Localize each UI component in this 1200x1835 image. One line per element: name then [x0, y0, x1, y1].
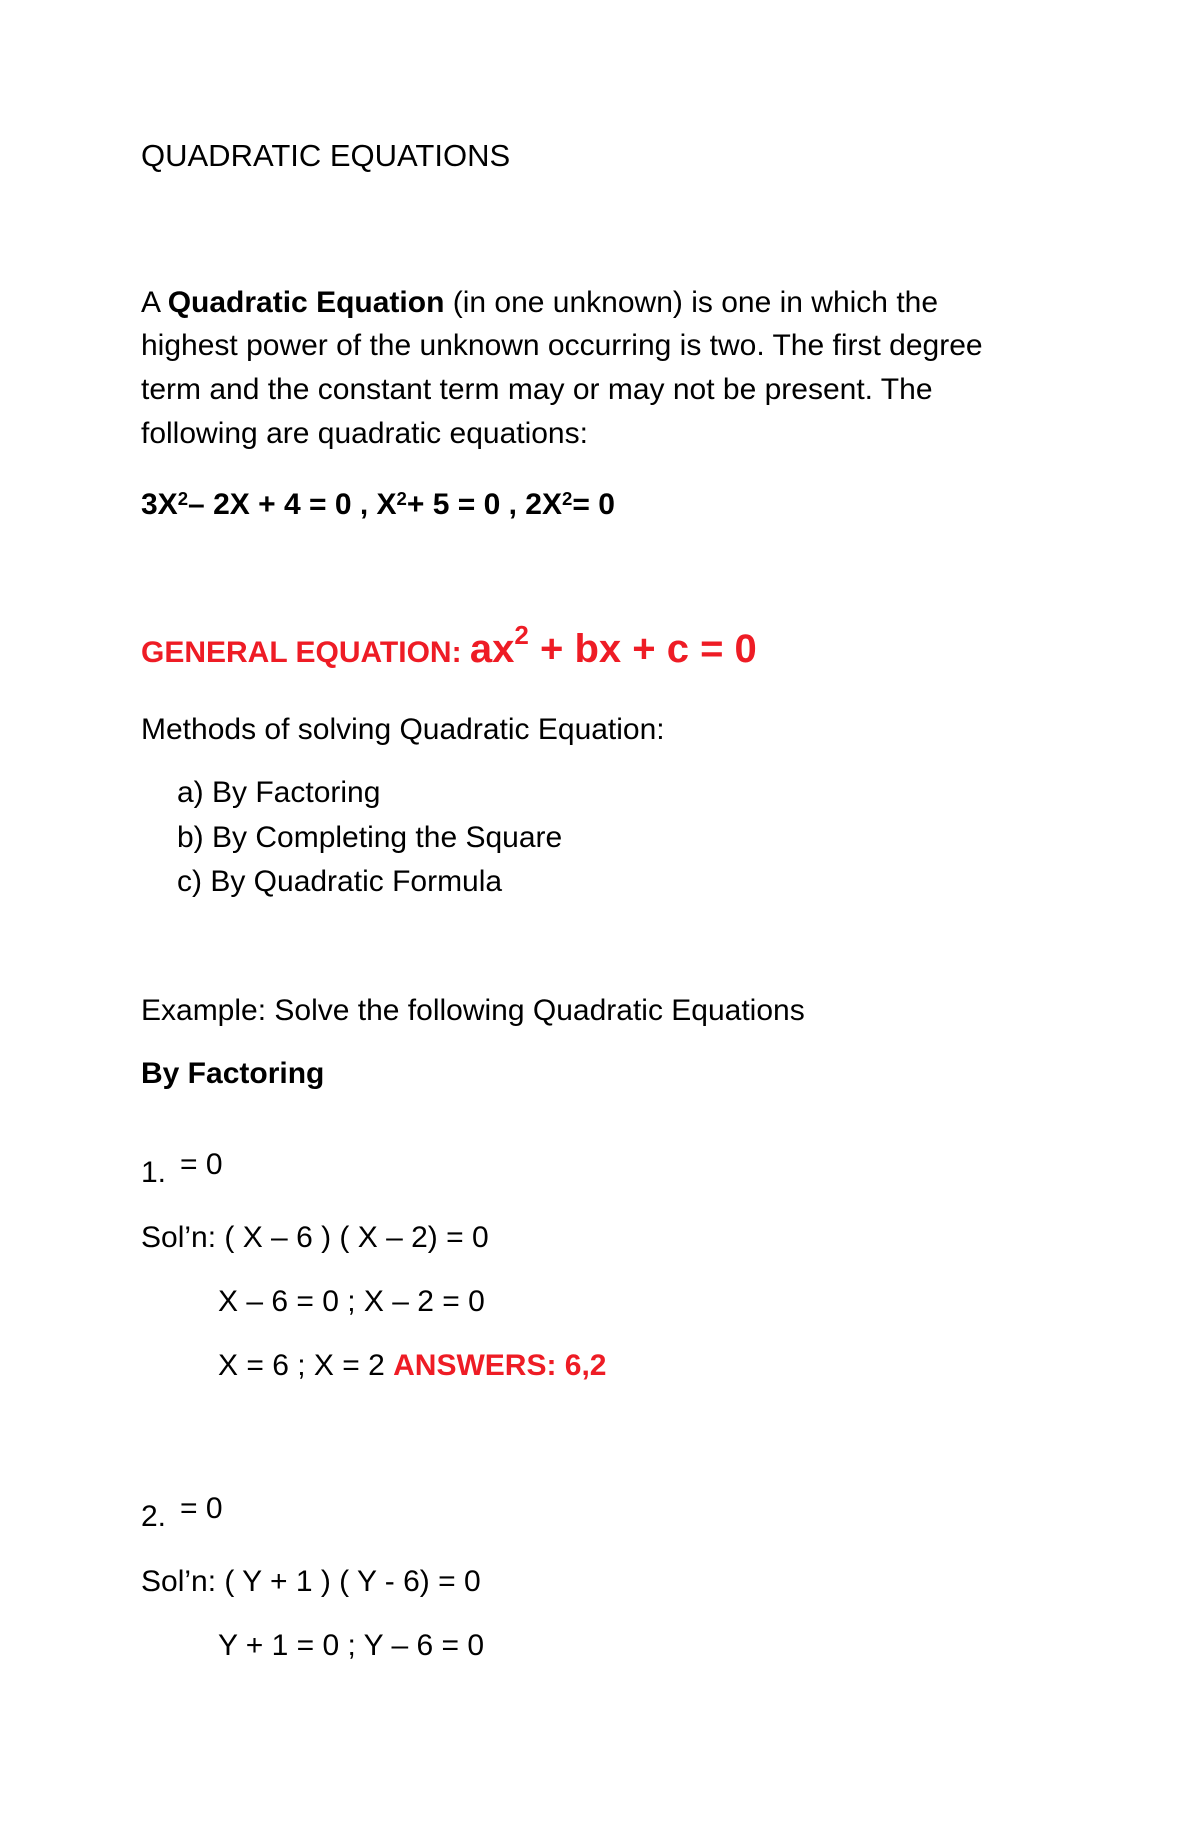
general-equation [141, 620, 757, 676]
problem-1-step-1: X – 6 = 0 ; X – 2 = 0 [218, 1285, 485, 1318]
page-title: QUADRATIC EQUATIONS [141, 138, 511, 173]
methods-heading: Methods of solving Quadratic Equation: [141, 713, 665, 746]
problem-1-answer: ANSWERS: 6,2 [393, 1349, 607, 1382]
method-item-c: c) By Quadratic Formula [177, 865, 503, 898]
problem-2-solution: Sol’n: ( Y + 1 ) ( Y - 6) = 0 [141, 1565, 481, 1598]
method-item-a: a) By Factoring [177, 776, 381, 809]
problem-2-equation: = 0 [180, 1492, 223, 1525]
general-equation-b: + bx + c = 0 [528, 627, 757, 671]
example-heading: Example: Solve the following Quadratic Equations [141, 994, 805, 1027]
intro-line-3: term and the constant term may or may not be present. The [141, 373, 933, 406]
eq-sup-3: 2 [562, 488, 573, 509]
factoring-heading: By Factoring [141, 1057, 325, 1090]
eq-part-1: 3X [141, 488, 178, 521]
example-equations [141, 487, 615, 523]
intro-lead: A [141, 286, 168, 319]
problem-2 [141, 1492, 223, 1535]
problem-2-step-1: Y + 1 = 0 ; Y – 6 = 0 [218, 1629, 485, 1662]
method-item-b: b) By Completing the Square [177, 821, 563, 854]
eq-part-4: = 0 [572, 488, 615, 521]
problem-1-step-2 [218, 1348, 606, 1384]
eq-sup-2: 2 [396, 488, 407, 509]
problem-1-number: 1. [141, 1156, 167, 1189]
intro-rest: (in one unknown) is one in which the [444, 286, 939, 319]
eq-sup-1: 2 [177, 488, 189, 509]
problem-1-equation: = 0 [180, 1148, 223, 1181]
problem-2-number: 2. [141, 1500, 167, 1533]
eq-part-2: – 2X + 4 = 0 , X [188, 488, 397, 521]
general-equation-label: GENERAL EQUATION: [141, 636, 470, 669]
eq-part-3: + 5 = 0 , 2X [406, 488, 562, 521]
general-equation-a: ax [469, 627, 515, 671]
problem-1 [141, 1148, 223, 1191]
general-equation-sup: 2 [514, 620, 529, 650]
intro-line-2: highest power of the unknown occurring is two. The first degree [141, 329, 983, 362]
intro-line-4: following are quadratic equations: [141, 417, 588, 450]
intro-line-1 [141, 285, 938, 321]
problem-1-roots: X = 6 ; X = 2 [218, 1349, 394, 1382]
problem-1-solution: Sol’n: ( X – 6 ) ( X – 2) = 0 [141, 1221, 489, 1254]
intro-term: Quadratic Equation [167, 286, 445, 319]
